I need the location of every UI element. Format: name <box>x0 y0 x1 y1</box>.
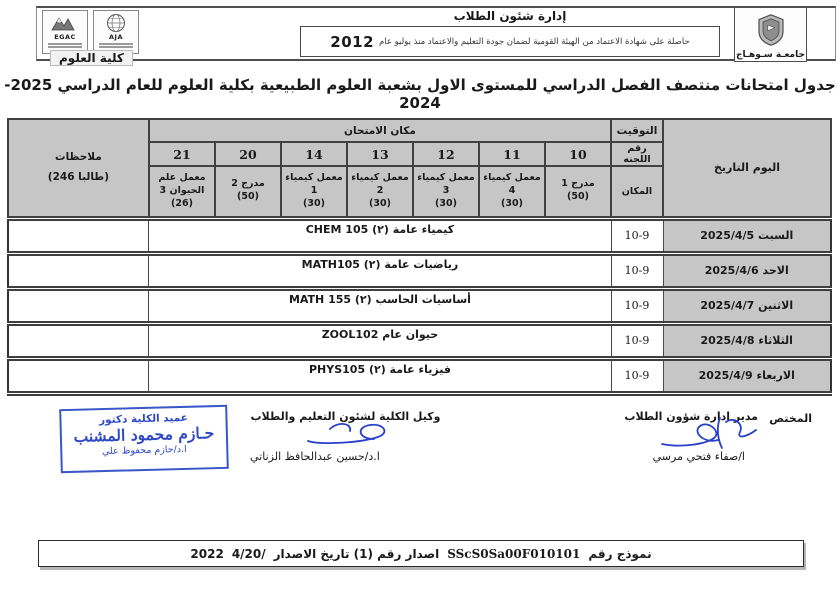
vice-dean-signature-icon <box>300 419 395 453</box>
form-footer <box>38 540 804 567</box>
issue-date-day-month: 4/20/ <box>231 546 266 561</box>
issue-text: اصدار رقم (1) تاريخ الاصدار <box>273 546 440 561</box>
university-logo-box <box>734 7 807 62</box>
student-affairs-name: ا/صفاء فتحي مرسي <box>652 450 745 463</box>
committee-number-cell: 11 <box>479 142 545 166</box>
accreditation-box <box>300 26 720 57</box>
timing-header: التوقيت <box>611 119 663 142</box>
exam-schedule-table <box>7 118 832 396</box>
exam-row <box>8 323 831 358</box>
aja-label: AJA <box>109 33 123 41</box>
day-date-cell: الاحد 2025/4/6 <box>663 253 831 288</box>
logo-caption-bar <box>99 43 133 45</box>
exam-row <box>8 253 831 288</box>
place-label: المكان <box>611 166 663 218</box>
notes-value: (246 طالبا) <box>47 170 109 183</box>
specialist-label: المختص <box>769 412 812 425</box>
time-cell: 10-9 <box>611 288 663 323</box>
student-affairs-title: مدير ادارة شؤون الطلاب <box>624 410 758 423</box>
committee-number-label: رقم اللجنه <box>611 142 663 166</box>
department-title: إدارة شئون الطلاب <box>453 9 567 23</box>
faculty-name: كلية العلوم <box>50 50 133 66</box>
form-label: نموذج رقم <box>588 546 652 561</box>
vice-dean-title: وكيل الكلية لشئون التعليم والطلاب <box>250 410 441 423</box>
day-date-cell: السبت 2025/4/5 <box>663 218 831 253</box>
committee-location-cell: مدرج 1 (50) <box>545 166 611 218</box>
university-name: جامعـة سـوهـاج <box>736 50 805 60</box>
notes-cell <box>8 253 149 288</box>
committee-number-cell: 12 <box>413 142 479 166</box>
committee-number-cell: 10 <box>545 142 611 166</box>
committee-location-cell: معمل كيمياء 2 (30) <box>347 166 413 218</box>
subject-cell: حيوان عام ZOOL102 <box>149 323 611 358</box>
committee-number-cell: 20 <box>215 142 281 166</box>
committee-location-cell: معمل كيمياء 4 (30) <box>479 166 545 218</box>
exam-row <box>8 358 831 393</box>
committee-location-cell: مدرج 2 (50) <box>215 166 281 218</box>
notes-label: ملاحظات <box>55 150 102 163</box>
time-cell: 10-9 <box>611 253 663 288</box>
time-cell: 10-9 <box>611 323 663 358</box>
accreditation-year: 2012 <box>330 32 375 51</box>
day-date-cell: الاربعاء 2025/4/9 <box>663 358 831 393</box>
committee-location-cell: معمل علم الحيوان 3 (26) <box>149 166 215 218</box>
dean-stamp <box>59 405 229 473</box>
vice-dean-name: ا.د/حسين عبدالحافظ الزناتي <box>250 450 380 463</box>
notes-cell <box>8 218 149 253</box>
exam-table-wrap <box>7 118 832 396</box>
subject-cell: أساسيات الحاسب (٢) MATH 155 <box>149 288 611 323</box>
issue-date-year: 2022 <box>190 546 224 561</box>
notes-cell <box>8 288 149 323</box>
notes-header <box>8 119 149 218</box>
day-date-cell: الاثنين 2025/4/7 <box>663 288 831 323</box>
logo-caption-bar <box>99 46 133 48</box>
committee-number-cell: 21 <box>149 142 215 166</box>
subject-cell: فيزياء عامة (٢) PHYS105 <box>149 358 611 393</box>
university-shield-icon <box>754 14 788 50</box>
aja-logo <box>93 10 139 54</box>
dean-stamp-line1: عميد الكلية دكتور <box>98 411 189 427</box>
time-cell: 10-9 <box>611 218 663 253</box>
document-title: جدول امتحانات منتصف الفصل الدراسي للمستوى الاول بشعبة العلوم الطبيعية بكلية العلوم للعام الدراسي 2025-2024 <box>4 76 836 112</box>
committee-number-cell: 13 <box>347 142 413 166</box>
accreditation-text: حاصلة على شهادة الاعتماد من الهيئة القومية لضمان جودة التعليم والاعتماد منذ يوليو عام <box>379 36 690 47</box>
dean-stamp-line3: ا.د/حازم محفوظ علي <box>101 443 187 458</box>
dean-stamp-line2: حـازم محمود المشنب <box>73 423 215 446</box>
subject-cell: كيمياء عامة (٢) CHEM 105 <box>149 218 611 253</box>
globe-icon <box>106 13 126 33</box>
egac-logo <box>42 10 88 54</box>
logo-caption-bar <box>48 43 82 45</box>
exam-place-header: مكان الامتحان <box>149 119 611 142</box>
notes-cell <box>8 358 149 393</box>
committee-location-cell: معمل كيمياء 3 (30) <box>413 166 479 218</box>
form-code: SScS0Sa00F010101 <box>447 546 581 561</box>
committee-location-cell: معمل كيمياء 1 (30) <box>281 166 347 218</box>
exam-row <box>8 218 831 253</box>
egac-label: EGAC <box>54 33 76 41</box>
notes-cell <box>8 323 149 358</box>
header-row-top <box>8 119 831 142</box>
logo-caption-bar <box>48 46 82 48</box>
day-date-cell: الثلاثاء 2025/4/8 <box>663 323 831 358</box>
mountains-icon <box>50 13 80 33</box>
day-date-header: اليوم التاريخ <box>663 119 831 218</box>
committee-number-cell: 14 <box>281 142 347 166</box>
subject-cell: رياضيات عامة (٢) MATH105 <box>149 253 611 288</box>
accreditation-logos <box>42 10 139 54</box>
exam-row <box>8 288 831 323</box>
time-cell: 10-9 <box>611 358 663 393</box>
